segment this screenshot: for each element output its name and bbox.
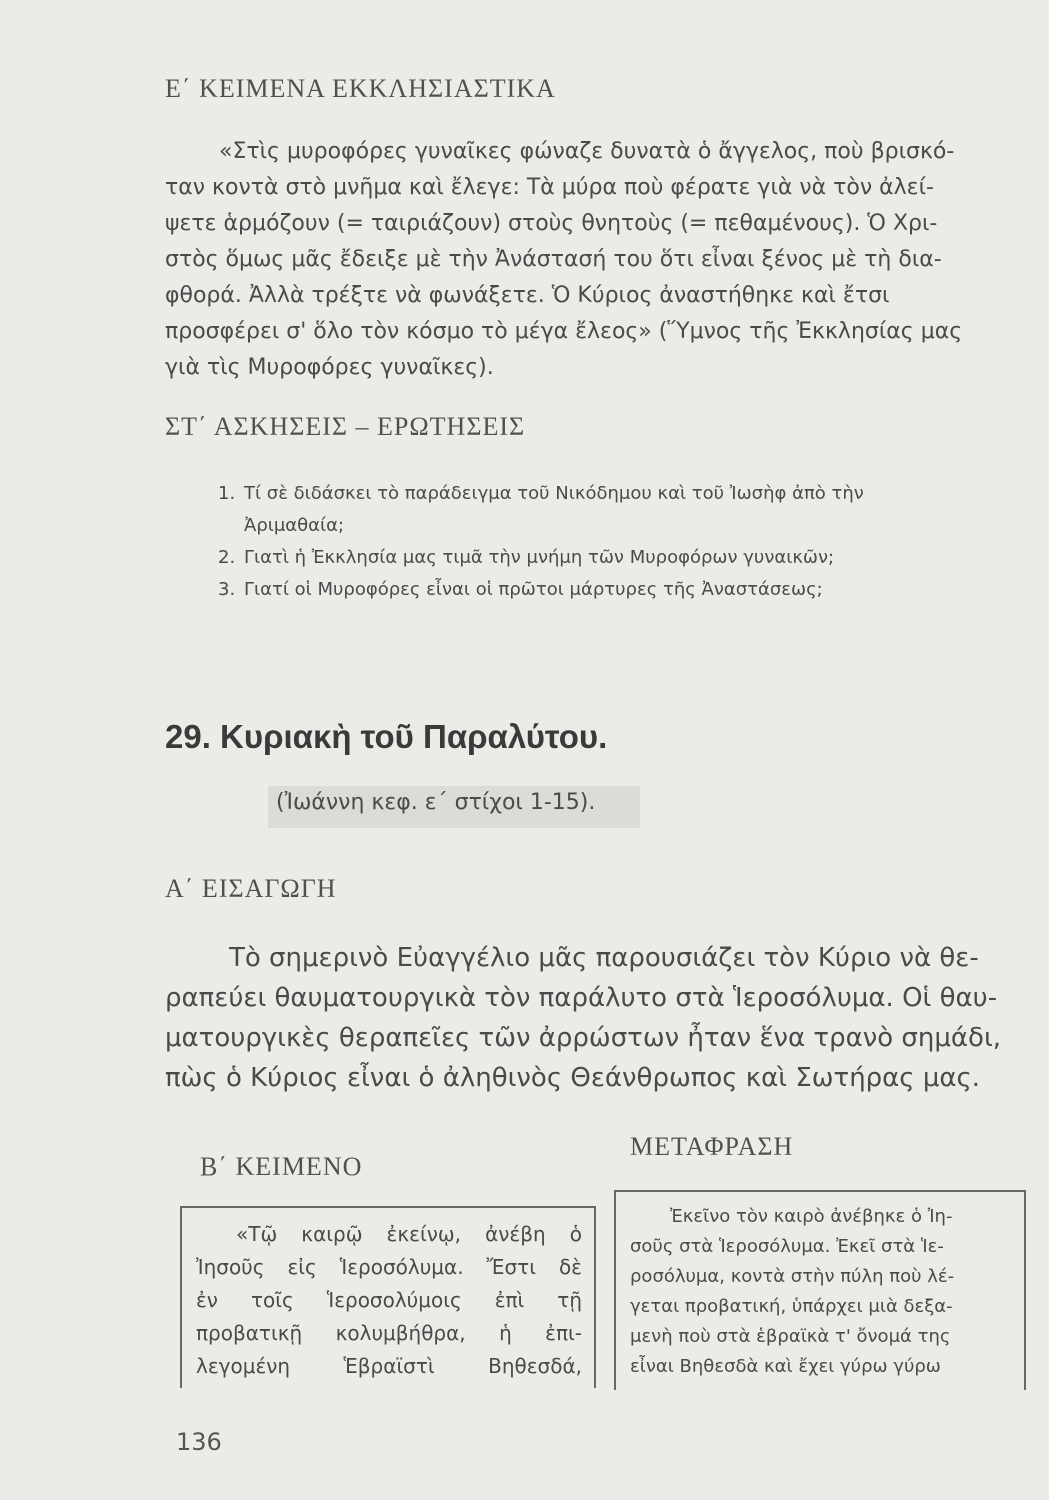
introduction-paragraph <box>165 938 1001 1098</box>
original-text-line: Ἰησοῦς εἰς Ἱεροσόλυμα. Ἔστι δὲ <box>196 1255 582 1279</box>
exercise-item <box>218 574 864 606</box>
paragraph-line: Τὸ σημερινὸ Εὐαγγέλιο μᾶς παρουσιάζει τὸν Κύριο νὰ θε- <box>229 943 979 973</box>
original-text-line: προβατικῇ κολυμβήθρα, ἡ ἐπι- <box>196 1321 582 1345</box>
paragraph-line: ψετε ἁρμόζουν (= ταιριάζουν) στοὺς θνητοὺς (= πεθαμένους). Ὁ Χρι- <box>165 211 938 236</box>
translation-line: ροσόλυμα, κοντὰ στὴν πύλη ποὺ λέ- <box>630 1266 955 1287</box>
paragraph-line: γιὰ τὶς Μυροφόρες γυναῖκες). <box>165 355 494 380</box>
original-text-line: ἐν τοῖς Ἱεροσολύμοις ἐπὶ τῇ <box>196 1288 582 1312</box>
exercise-number: 2. <box>218 547 236 568</box>
section-heading-text: Β΄ ΚΕΙΜΕΝΟ <box>200 1152 363 1181</box>
original-text-line: «Τῷ καιρῷ ἐκείνῳ, ἀνέβη ὁ <box>236 1222 582 1246</box>
exercise-number: 1. <box>218 483 236 504</box>
paragraph-line: «Στὶς μυροφόρες γυναῖκες φώναζε δυνατὰ ὁ ἄγγελος, ποὺ βρισκό- <box>219 139 955 164</box>
paragraph-line: ραπεύει θαυματουργικὰ τὸν παράλυτο στὰ Ἱεροσόλυμα. Οἱ θαυ- <box>165 983 998 1013</box>
chapter-title: 29. Κυριακὴ τοῦ Παραλύτου. <box>165 718 608 755</box>
section-heading-introduction: Α΄ ΕΙΣΑΓΩΓΗ <box>165 874 337 903</box>
section-heading-translation: ΜΕΤΑΦΡΑΣΗ <box>630 1132 794 1161</box>
chapter-reference: (Ἰωάννη κεφ. ε΄ στίχοι 1-15). <box>276 790 596 815</box>
church-text-paragraph <box>165 134 962 386</box>
exercise-item <box>218 542 864 574</box>
paragraph-line: πὼς ὁ Κύριος εἶναι ὁ ἀληθινὸς Θεάνθρωπος καὶ Σωτήρας μας. <box>165 1063 981 1093</box>
original-text-line: λεγομένη Ἑβραϊστὶ Βηθεσδά, <box>196 1354 582 1378</box>
translation-line: σοῦς στὰ Ἱεροσόλυμα. Ἐκεῖ στὰ Ἱε- <box>630 1236 944 1257</box>
translation-line: μενὴ ποὺ στὰ ἑβραϊκὰ τ' ὄνομά της <box>630 1326 951 1347</box>
paragraph-line: ταν κοντὰ στὸ μνῆμα καὶ ἔλεγε: Τὰ μύρα ποὺ φέρατε γιὰ νὰ τὸν ἀλεί- <box>165 175 934 200</box>
exercise-text: Γιατὶ ἡ Ἐκκλησία μας τιμᾶ τὴν μνήμη τῶν Μυροφόρων γυναικῶν; <box>244 547 835 568</box>
paragraph-line: ματουργικὲς θεραπεῖες τῶν ἀρρώστων ἦταν ἕνα τρανὸ σημάδι, <box>165 1023 1002 1053</box>
paragraph-line: προσφέρει σ' ὅλο τὸν κόσμο τὸ μέγα ἔλεος» (Ὕμνος τῆς Ἐκκλησίας μας <box>165 319 963 344</box>
exercise-text: Τί σὲ διδάσκει τὸ παράδειγμα τοῦ Νικόδημου καὶ τοῦ Ἰωσὴφ ἀπὸ τὴν <box>244 483 864 504</box>
paragraph-line: στὸς ὅμως μᾶς ἔδειξε μὲ τὴν Ἀνάστασή του ὅτι εἶναι ξένος μὲ τὴ δια- <box>165 247 942 272</box>
exercises-list <box>218 478 864 606</box>
section-heading-exercises: ΣΤ΄ ΑΣΚΗΣΕΙΣ – ΕΡΩΤΗΣΕΙΣ <box>165 412 526 441</box>
section-heading-church-texts: Ε΄ ΚΕΙΜΕΝΑ ΕΚΚΛΗΣΙΑΣΤΙΚΑ <box>165 74 556 103</box>
exercise-item <box>218 478 864 510</box>
page-number: 136 <box>176 1428 222 1456</box>
translation-line: εἶναι Βηθεσδὰ καὶ ἔχει γύρω γύρω <box>630 1356 941 1377</box>
translation-box <box>614 1190 1026 1390</box>
exercise-text: Γιατί οἱ Μυροφόρες εἶναι οἱ πρῶτοι μάρτυρες τῆς Ἀναστάσεως; <box>244 579 823 600</box>
original-text-box <box>180 1206 596 1388</box>
translation-line: γεται προβατική, ὑπάρχει μιὰ δεξα- <box>630 1296 953 1317</box>
paragraph-line: φθορά. Ἀλλὰ τρέξτε νὰ φωνάξετε. Ὁ Κύριος ἀναστήθηκε καὶ ἔτσι <box>165 283 890 308</box>
exercise-number: 3. <box>218 579 236 600</box>
exercise-text-continued: Ἀριμαθαία; <box>244 515 345 536</box>
translation-line: Ἐκεῖνο τὸν καιρὸ ἀνέβηκε ὁ Ἰη- <box>670 1206 953 1227</box>
